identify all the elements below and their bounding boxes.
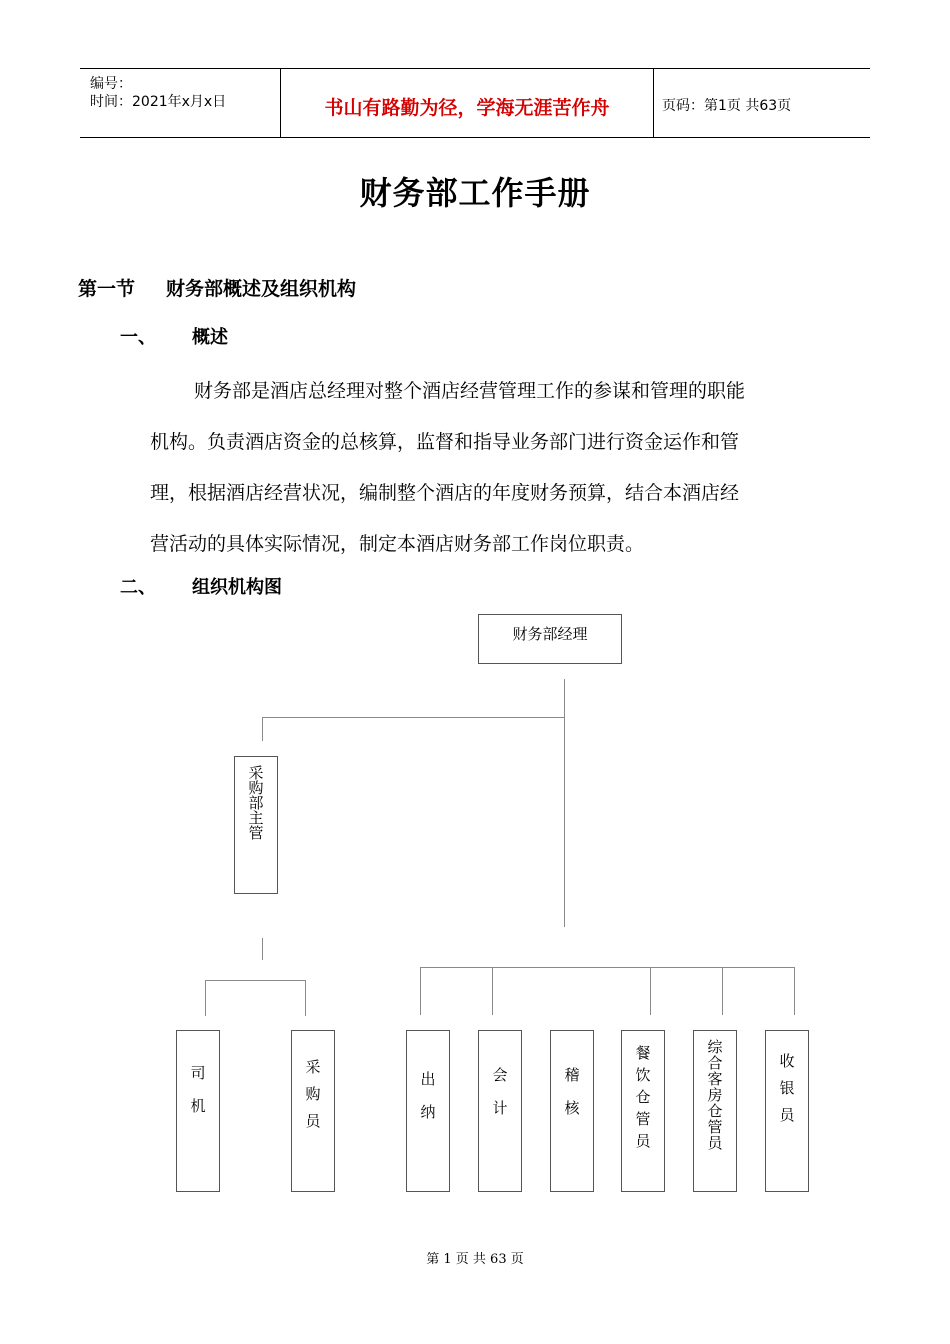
org-line bbox=[205, 980, 306, 981]
org-line bbox=[420, 967, 421, 1015]
org-box-cashier-treasury bbox=[406, 1030, 450, 1192]
org-label-purchasing-head: 采购部主管 bbox=[246, 765, 265, 840]
document-title: 财务部工作手册 bbox=[359, 174, 591, 212]
paragraph-line: 机构。负责酒店资金的总核算，监督和指导业务部门进行资金运作和管 bbox=[150, 431, 740, 453]
org-box-manager bbox=[478, 614, 622, 664]
document-header bbox=[80, 68, 870, 138]
org-label-room-storekeeper: 综合客房仓管员 bbox=[705, 1039, 724, 1151]
header-page-cell bbox=[654, 69, 870, 137]
subsection-title-1: 概述 bbox=[192, 327, 228, 348]
subsection-title-2: 组织机构图 bbox=[192, 577, 282, 598]
org-line bbox=[650, 967, 651, 1015]
org-line bbox=[722, 967, 723, 1015]
org-line bbox=[205, 980, 206, 1016]
header-page-info: 页码：第1页 共63页 bbox=[662, 98, 792, 114]
org-line bbox=[794, 967, 795, 1015]
org-line bbox=[262, 938, 263, 960]
org-box-fb-storekeeper bbox=[621, 1030, 665, 1192]
section-number: 第一节 bbox=[78, 278, 136, 300]
header-meta bbox=[80, 69, 280, 137]
org-label-cashier-treasury: 出纳 bbox=[418, 1071, 437, 1137]
subsection-number-2: 二、 bbox=[120, 577, 156, 598]
section-title: 财务部概述及组织机构 bbox=[166, 278, 357, 300]
paragraph-line: 财务部是酒店总经理对整个酒店经营管理工作的参谋和管理的职能 bbox=[194, 380, 746, 402]
org-label-cashier: 收银员 bbox=[777, 1053, 796, 1134]
org-line bbox=[262, 717, 263, 741]
org-box-auditor bbox=[550, 1030, 594, 1192]
subsection-number-1: 一、 bbox=[120, 327, 156, 348]
org-box-room-storekeeper bbox=[693, 1030, 737, 1192]
overview-paragraph bbox=[150, 366, 862, 570]
org-label-manager: 财务部经理 bbox=[512, 625, 588, 643]
org-box-cashier bbox=[765, 1030, 809, 1192]
org-label-auditor: 稽核 bbox=[562, 1067, 581, 1133]
org-line bbox=[420, 967, 795, 968]
org-line bbox=[262, 717, 565, 718]
org-label-accountant: 会计 bbox=[490, 1067, 509, 1133]
number-label: 编号： bbox=[90, 76, 132, 92]
org-box-purchaser bbox=[291, 1030, 335, 1192]
paragraph-line: 理，根据酒店经营状况，编制整个酒店的年度财务预算，结合本酒店经 bbox=[150, 482, 740, 504]
org-label-fb-storekeeper: 餐饮仓管员 bbox=[633, 1045, 652, 1155]
org-line bbox=[305, 980, 306, 1016]
org-box-purchasing-head bbox=[234, 756, 278, 894]
header-motto-cell bbox=[280, 69, 654, 137]
date-label: 时间：2021年x月x日 bbox=[90, 94, 227, 110]
paragraph-line: 营活动的具体实际情况，制定本酒店财务部工作岗位职责。 bbox=[150, 533, 645, 555]
org-line bbox=[492, 967, 493, 1015]
page-footer: 第 1 页 共 63 页 bbox=[426, 1252, 524, 1267]
header-motto: 书山有路勤为径，学海无涯苦作舟 bbox=[324, 97, 610, 119]
org-box-accountant bbox=[478, 1030, 522, 1192]
org-label-driver: 司机 bbox=[188, 1065, 207, 1131]
org-label-purchaser: 采购员 bbox=[303, 1059, 322, 1140]
org-box-driver bbox=[176, 1030, 220, 1192]
